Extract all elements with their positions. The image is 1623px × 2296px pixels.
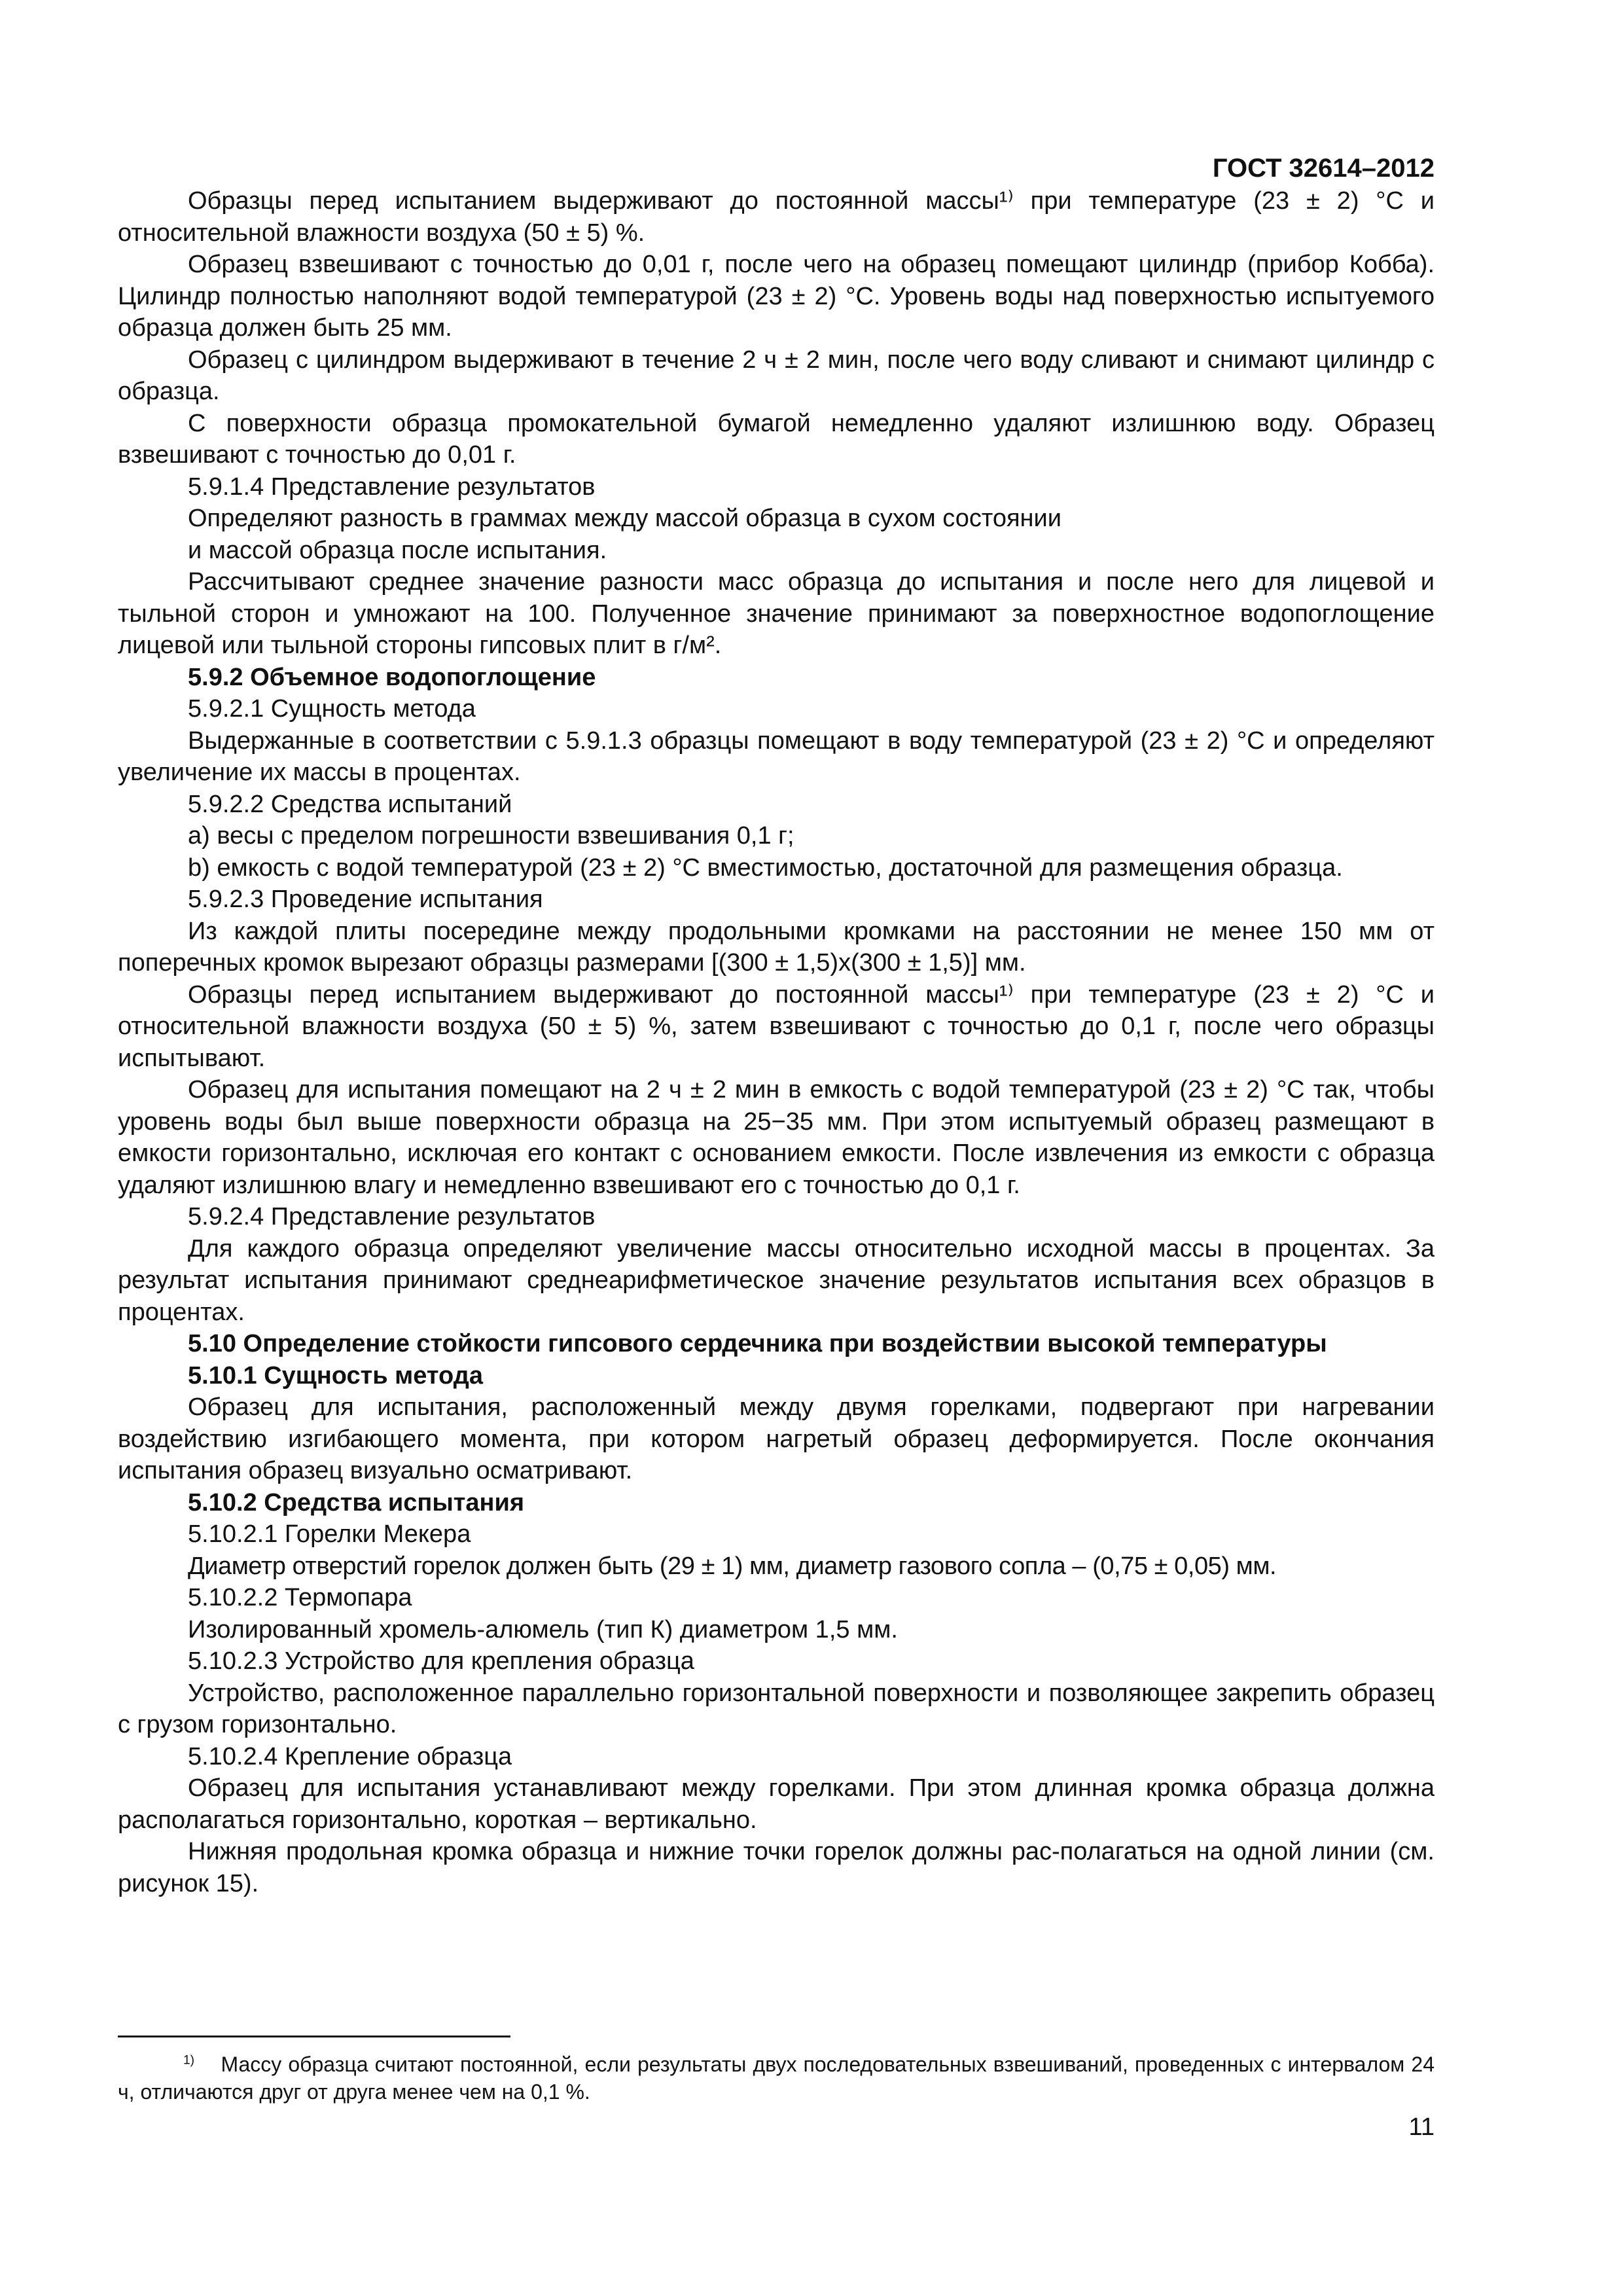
page-number: 11 (1408, 2113, 1435, 2141)
paragraph-8: Выдержанные в соответствии с 5.9.1.3 образцы помещают в воду температурой (23 ± 2) °С и определяют увеличение их массы в процентах. (118, 726, 1435, 786)
paragraph-5: Определяют разность в граммах между массой образца в сухом состоянии (188, 505, 1061, 532)
paragraph-9: Из каждой плиты посередине между продольными кромками на расстоянии не менее 150 мм от поперечных кромок вырезают образцы размерами [(300 ± 1,5)х(300 ± 1,5)] мм. (118, 917, 1435, 977)
subsection-heading-5-9-2-3: 5.9.2.3 Проведение испытания (188, 886, 543, 913)
paragraph-16: Устройство, расположенное параллельно горизонтальной поверхности и позволяющее закрепить образец с грузом горизонтально. (118, 1679, 1435, 1738)
paragraph-17: Образец для испытания устанавливают между горелками. При этом длинная кромка образца должна располагаться горизонтально, короткая – вертикально. (118, 1774, 1435, 1834)
paragraph-10: Образцы перед испытанием выдерживают до постоянной массы¹⁾ при температуре (23 ± 2) °С и относительной влажности воздуха (50 ± 5) %, затем взвешивают с точностью до 0,1 г, после чего образцы испытывают. (118, 980, 1435, 1072)
subsection-heading-5-9-2-4: 5.9.2.4 Представление результатов (188, 1203, 596, 1230)
paragraph-15: Изолированный хромель-алюмель (тип К) диаметром 1,5 мм. (188, 1615, 898, 1643)
subsection-heading-5-9-2-2: 5.9.2.2 Средства испытаний (188, 790, 512, 818)
footnote (118, 2051, 1435, 2106)
subsection-heading-5-9-2-1: 5.9.2.1 Сущность метода (188, 695, 476, 723)
section-heading-5-9-2: 5.9.2 Объемное водопоглощение (188, 663, 596, 691)
subsection-heading-5-9-1-4: 5.9.1.4 Представление результатов (188, 473, 596, 501)
section-heading-5-10: 5.10 Определение стойкости гипсового сердечника при воздействии высокой температуры (188, 1330, 1327, 1357)
section-heading-5-10-2: 5.10.2 Средства испытания (188, 1488, 525, 1516)
paragraph-13: Образец для испытания, расположенный между двумя горелками, подвергают при нагревании воздействию изгибающего момента, при котором нагретый образец деформируется. После окончания испытания образец визуально осматривают. (118, 1393, 1435, 1484)
subsection-heading-5-10-2-1: 5.10.2.1 Горелки Мекера (188, 1520, 471, 1548)
paragraph-4: С поверхности образца промокательной бумагой немедленно удаляют излишнюю воду. Образец взвешивают с точностью до 0,01 г. (118, 409, 1435, 469)
paragraph-3: Образец с цилиндром выдерживают в течение 2 ч ± 2 мин, после чего воду сливают и снимают цилиндр с образца. (118, 346, 1435, 405)
subsection-heading-5-10-2-4: 5.10.2.4 Крепление образца (188, 1742, 512, 1770)
paragraph-14: Диаметр отверстий горелок должен быть (29 ± 1) мм, диаметр газового сопла – (0,75 ± 0,05) мм. (188, 1552, 1277, 1580)
footnote-marker: 1) (183, 2053, 195, 2068)
paragraph-11: Образец для испытания помещают на 2 ч ± 2 мин в емкость с водой температурой (23 ± 2) °С так, чтобы уровень воды был выше поверхности образца на 25−35 мм. При этом испытуемый образец размещают в емкости горизонтально, исключая его контакт с основанием емкости. После извлечения из емкости с образца удаляют излишнюю влагу и немедленно взвешивают его с точностью до 0,1 г. (118, 1076, 1435, 1199)
subsection-heading-5-10-2-2: 5.10.2.2 Термопара (188, 1584, 412, 1611)
paragraph-1: Образцы перед испытанием выдерживают до постоянной массы¹⁾ при температуре (23 ± 2) °С и относительной влажности воздуха (50 ± 5) %. (118, 187, 1435, 247)
list-item-b: b) емкость с водой температурой (23 ± 2) °С вместимостью, достаточной для размещения образца. (188, 853, 1343, 882)
paragraph-7: Рассчитывают среднее значение разности масс образца до испытания и после него для лицевой и тыльной сторон и умножают на 100. Полученное значение принимают за поверхностное водопоглощение лицевой или тыльной стороны гипсовых плит в г/м². (118, 568, 1435, 659)
paragraph-12: Для каждого образца определяют увеличение массы относительно исходной массы в процентах. За результат испытания принимают среднеарифметическое значение результатов испытания всех образцов в процентах. (118, 1234, 1435, 1326)
subsection-heading-5-10-2-3: 5.10.2.3 Устройство для крепления образца (188, 1647, 694, 1675)
document-header: ГОСТ 32614–2012 (1212, 154, 1435, 183)
body-text (118, 185, 1435, 1899)
list-item-a: a) весы с пределом погрешности взвешивания 0,1 г; (188, 822, 794, 850)
paragraph-18: Нижняя продольная кромка образца и нижние точки горелок должны рас-полагаться на одной линии (см. рисунок 15). (118, 1838, 1435, 1897)
footnote-text: Массу образца считают постоянной, если результаты двух последовательных взвешиваний, проведенных с интервалом 24 ч, отличаются друг от друга менее чем на 0,1 %. (118, 2053, 1435, 2104)
paragraph-6: и массой образца после испытания. (188, 536, 607, 564)
footnote-separator (118, 2036, 510, 2037)
paragraph-2: Образец взвешивают с точностью до 0,01 г, после чего на образец помещают цилиндр (прибор Кобба). Цилиндр полностью наполняют водой температурой (23 ± 2) °С. Уровень воды над поверхностью испытуемого образца должен быть 25 мм. (118, 251, 1435, 342)
section-heading-5-10-1: 5.10.1 Сущность метода (188, 1361, 483, 1390)
